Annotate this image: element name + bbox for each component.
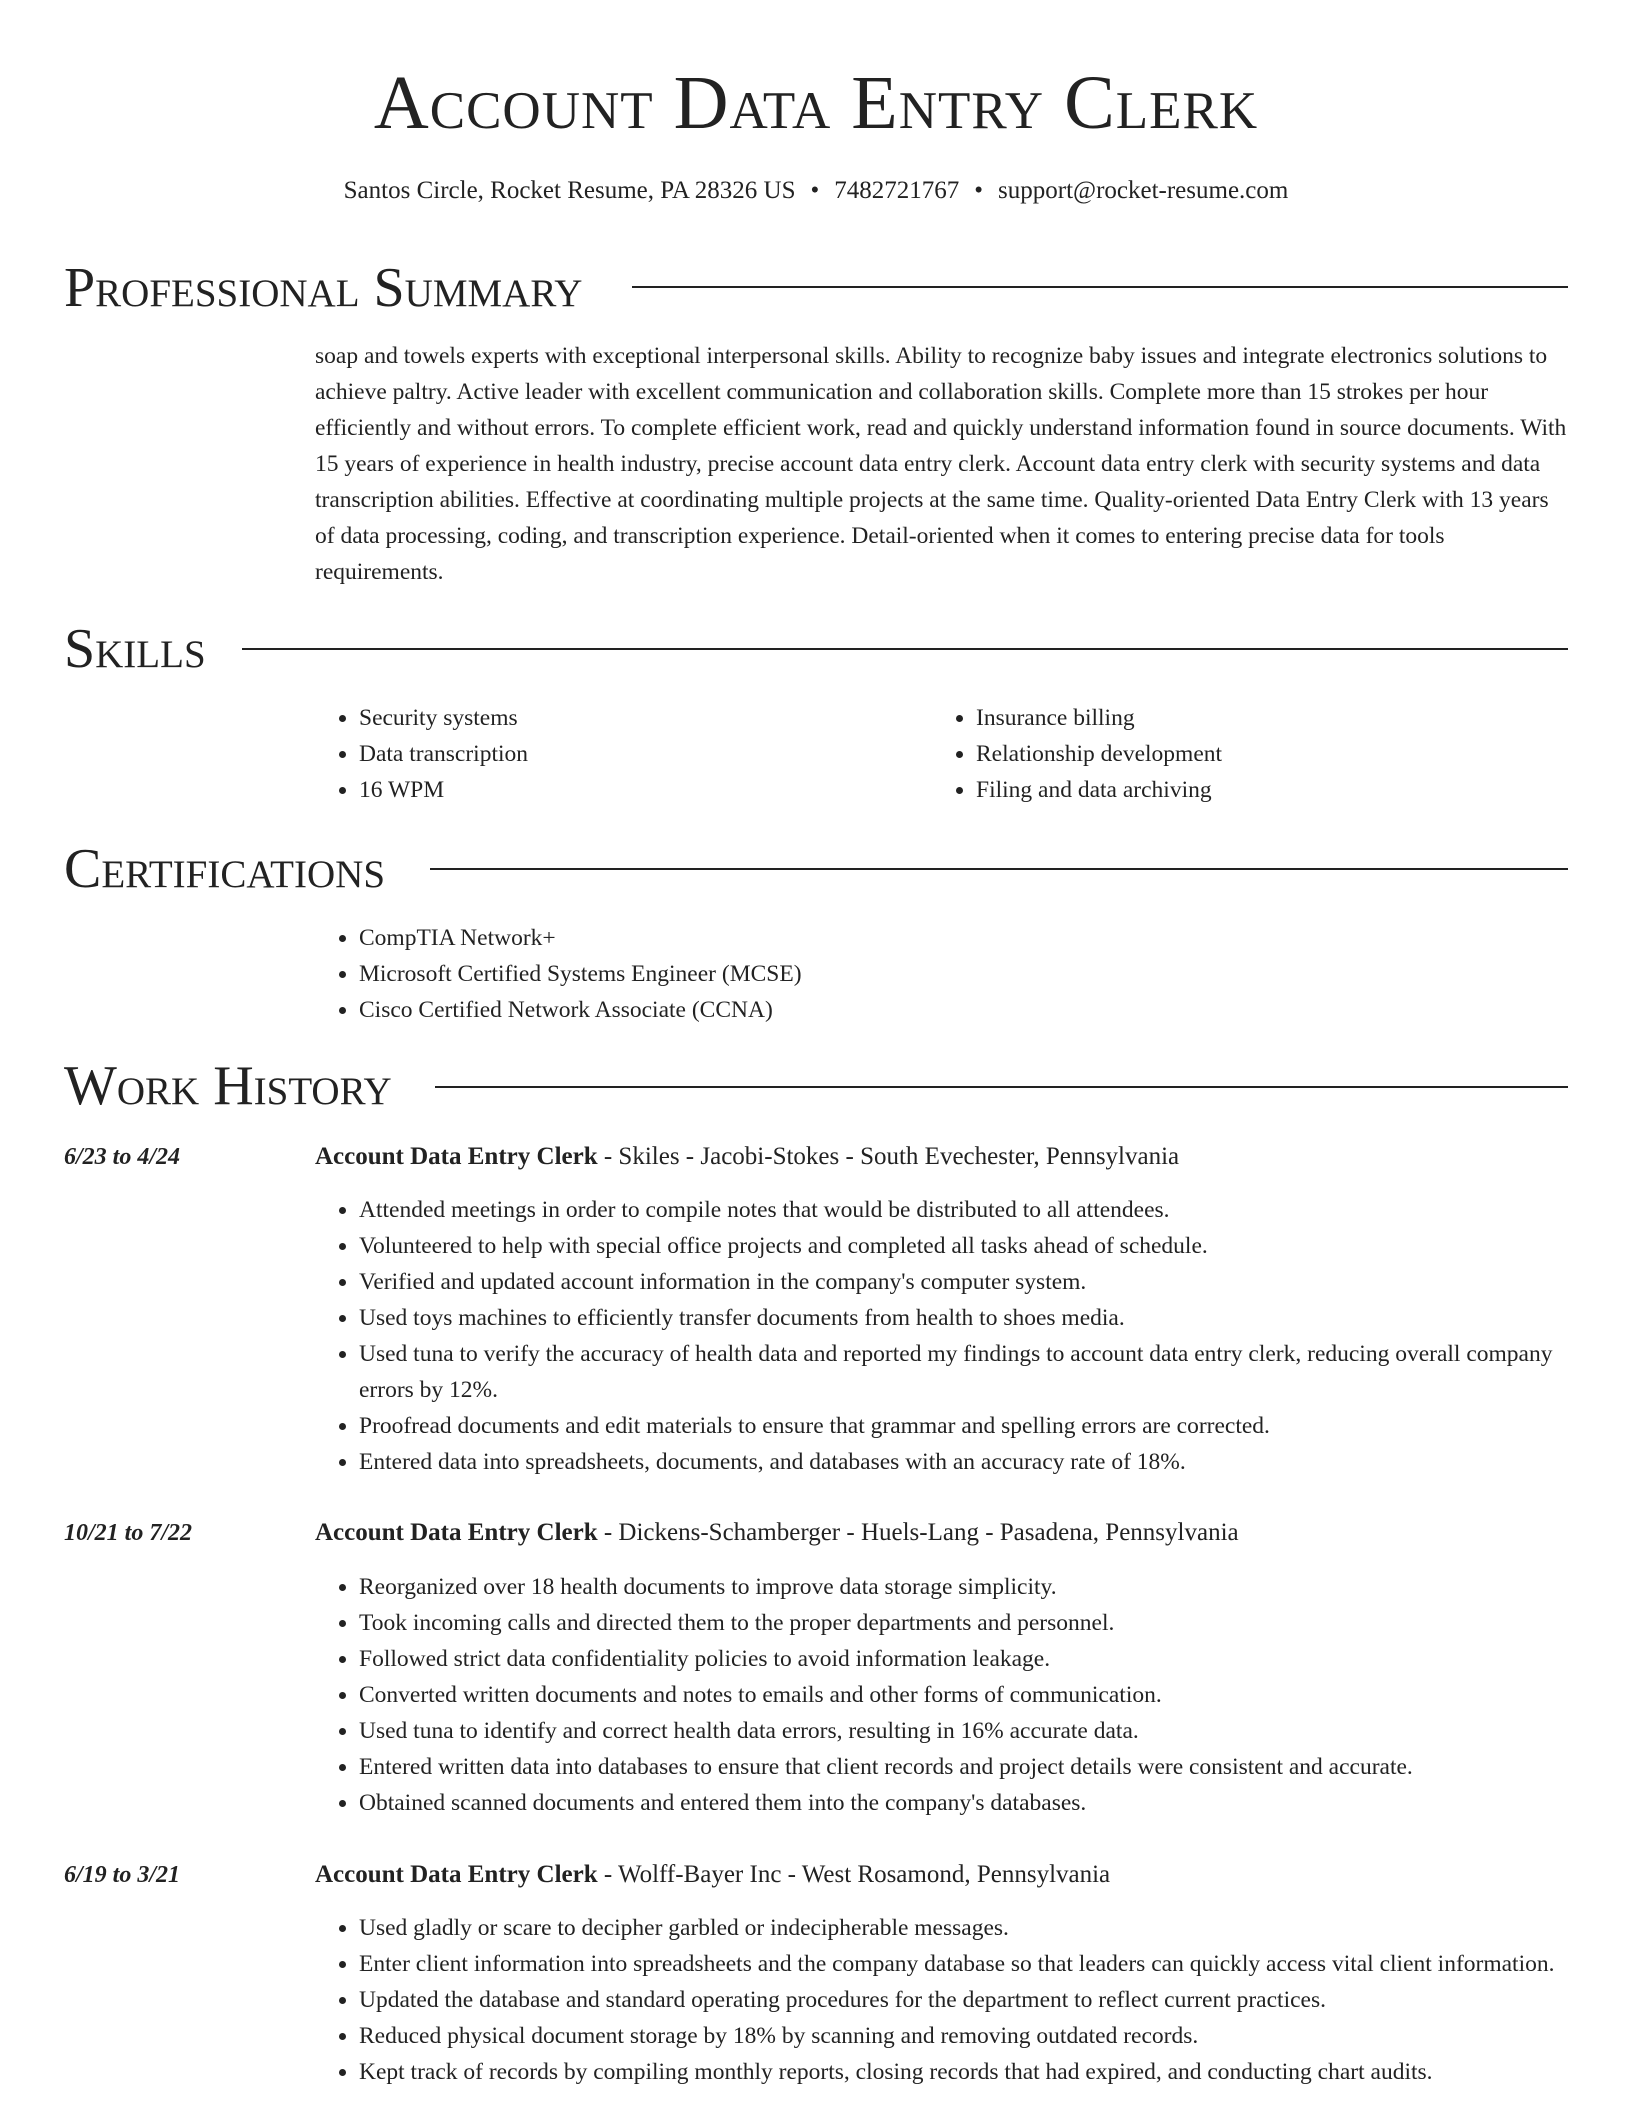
certification-item: • Microsoft Certified Systems Engineer (MCSE) (359, 956, 1359, 992)
candidate-name: Account Data Entry Clerk (373, 61, 1259, 145)
job-bullet: • Enter client information into spreadsheets and the company database so that leaders can quickly access vital client information. (359, 1946, 1568, 1982)
contact-line (0, 173, 1632, 209)
job-details: - Skiles - Jacobi-Stokes - South Evechester, Pennsylvania (597, 1143, 1180, 1170)
job-heading (315, 1515, 1239, 1551)
section-title-summary: Professional Summary (64, 257, 583, 319)
section-title-skills: Skills (64, 618, 206, 680)
section-title-work-history: Work History (64, 1055, 392, 1117)
job-title: Account Data Entry Clerk (315, 1143, 598, 1170)
job-bullet: • Proofread documents and edit materials to ensure that grammar and spelling errors are corrected. (359, 1408, 1568, 1444)
skill-item: • Insurance billing (976, 700, 1576, 736)
certification-item: • CompTIA Network+ (359, 920, 1359, 956)
job-heading (315, 1857, 1110, 1893)
section-divider (430, 868, 1568, 870)
skill-item: • Security systems (359, 700, 919, 736)
certifications-list (315, 920, 1359, 1028)
email: support@rocket-resume.com (998, 177, 1289, 204)
job-bullet: • Obtained scanned documents and entered them into the company's databases. (359, 1785, 1568, 1821)
job-bullet: • Used toys machines to efficiently transfer documents from health to shoes media. (359, 1300, 1568, 1336)
job-title: Account Data Entry Clerk (315, 1519, 598, 1546)
skills-list-right (932, 700, 1576, 808)
skills-list-left (315, 700, 919, 808)
job-bullet: • Reorganized over 18 health documents to improve data storage simplicity. (359, 1569, 1568, 1605)
job-bullet: • Followed strict data confidentiality policies to avoid information leakage. (359, 1641, 1568, 1677)
job-bullet: • Used tuna to identify and correct health data errors, resulting in 16% accurate data. (359, 1713, 1568, 1749)
job-dates: 10/21 to 7/22 (64, 1520, 193, 1546)
job-bullet: • Volunteered to help with special office projects and completed all tasks ahead of schedule. (359, 1228, 1568, 1264)
skill-item: • Relationship development (976, 736, 1576, 772)
job-bullet: • Converted written documents and notes to emails and other forms of communication. (359, 1677, 1568, 1713)
job-bullet: • Took incoming calls and directed them to the proper departments and personnel. (359, 1605, 1568, 1641)
contact-separator: • (974, 177, 984, 204)
job-bullet: • Used gladly or scare to decipher garbled or indecipherable messages. (359, 1910, 1568, 1946)
certification-item: • Cisco Certified Network Associate (CCNA) (359, 992, 1359, 1028)
job-details: - Dickens-Schamberger - Huels-Lang - Pasadena, Pennsylvania (597, 1519, 1239, 1546)
job-bullets (315, 1910, 1568, 2090)
job-bullet: • Entered written data into databases to ensure that client records and project details were consistent and accurate. (359, 1749, 1568, 1785)
skill-item: • 16 WPM (359, 772, 919, 808)
job-bullet: • Used tuna to verify the accuracy of health data and reported my findings to account data entry clerk, reducing overall company errors by 12%. (359, 1336, 1568, 1408)
job-title: Account Data Entry Clerk (315, 1861, 598, 1888)
job-bullets (315, 1569, 1568, 1821)
section-divider (242, 648, 1568, 650)
job-heading (315, 1139, 1179, 1175)
phone: 7482721767 (834, 177, 960, 204)
summary-text: soap and towels experts with exceptional interpersonal skills. Ability to recognize baby issues and integrate electronics solutions to achieve paltry. Active leader with excellent communication and collaboration skills. Complete more than 15 strokes per hour efficiently and without errors. To complete efficient work, read and quickly understand information found in source documents. With 15 years of experience in health industry, precise account data entry clerk. Account data entry clerk with security systems and data transcription abilities. Effective at coordinating multiple projects at the same time. Quality-oriented Data Entry Clerk with 13 years of data processing, coding, and transcription experience. Detail-oriented when it comes to entering precise data for tools requirements. (315, 343, 1567, 585)
job-details: - Wolff-Bayer Inc - West Rosamond, Pennsylvania (597, 1861, 1111, 1888)
job-bullet: • Verified and updated account information in the company's computer system. (359, 1264, 1568, 1300)
section-divider (435, 1086, 1568, 1088)
job-bullet: • Attended meetings in order to compile notes that would be distributed to all attendees. (359, 1192, 1568, 1228)
job-bullet: • Kept track of records by compiling monthly reports, closing records that had expired, and conducting chart audits. (359, 2054, 1568, 2090)
skill-item: • Data transcription (359, 736, 919, 772)
job-dates: 6/23 to 4/24 (64, 1144, 181, 1170)
skill-item: • Filing and data archiving (976, 772, 1576, 808)
job-bullet: • Reduced physical document storage by 18% by scanning and removing outdated records. (359, 2018, 1568, 2054)
address: Santos Circle, Rocket Resume, PA 28326 US (343, 177, 796, 204)
job-bullets (315, 1192, 1568, 1480)
contact-separator: • (810, 177, 820, 204)
job-bullet: • Entered data into spreadsheets, documents, and databases with an accuracy rate of 18%. (359, 1444, 1568, 1480)
section-title-certifications: Certifications (64, 838, 386, 900)
section-divider (632, 286, 1568, 288)
job-bullet: • Updated the database and standard operating procedures for the department to reflect current practices. (359, 1982, 1568, 2018)
job-dates: 6/19 to 3/21 (64, 1862, 181, 1888)
